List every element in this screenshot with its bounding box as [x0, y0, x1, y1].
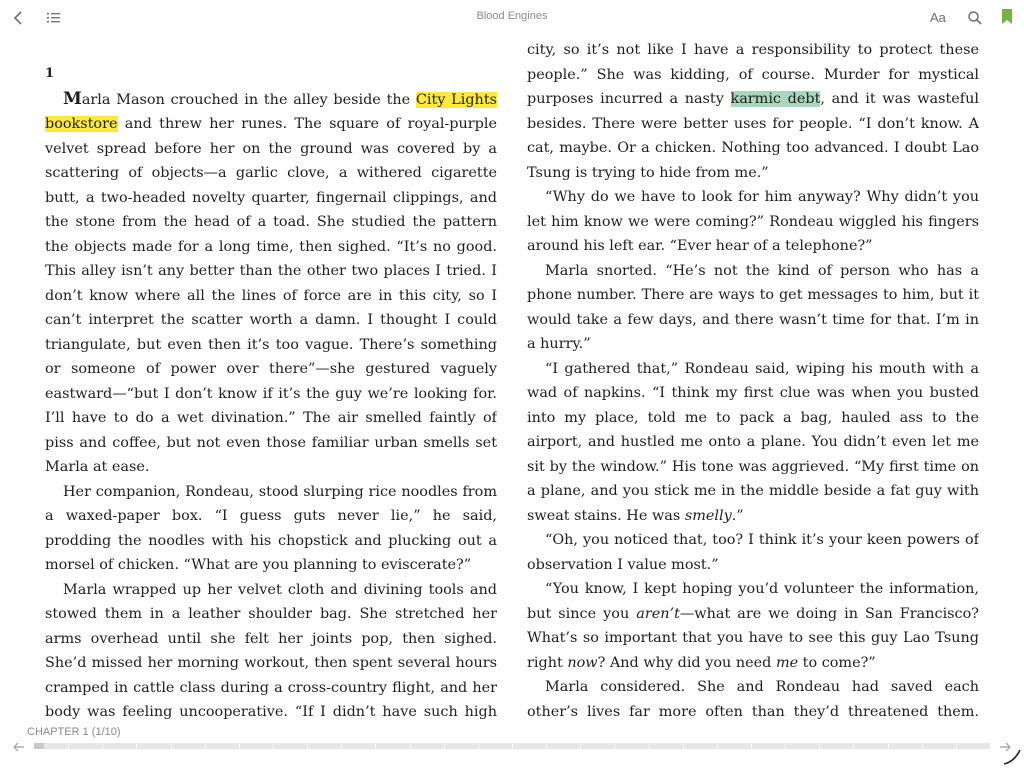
progress-segment-tick: [512, 744, 513, 748]
progress-segment-tick: [307, 744, 308, 748]
paragraph: “Why do we have to look for him anyway? Why didn’t you let him know we were coming?” Rondeau wiggled his fingers around his left ear. “Ever hear of a telephone?”: [527, 189, 979, 254]
bookmark-icon: [1001, 8, 1013, 26]
arrow-left-icon: [12, 740, 26, 754]
progress-segment-tick: [717, 744, 718, 748]
paragraph: [527, 357, 979, 529]
progress-segment-tick: [922, 744, 923, 748]
emphasis-text: me: [775, 654, 799, 671]
paragraph-text: —what are we doing in San Francisco? What’s so important that you have to see this guy Lao Tsung right: [527, 605, 979, 671]
search-button[interactable]: [965, 8, 985, 28]
progress-segment-tick: [410, 744, 411, 748]
paragraph-text: to come?”: [798, 654, 876, 671]
paragraph-text: city, so it’s not like I have a responsibility to protect these people.” She was kidding, of course. Murder for mystical purposes incurred a nasty: [527, 42, 979, 107]
paragraph: Her companion, Rondeau, stood slurping rice noodles from a waxed-paper box. “I guess guts never lie,” he said, prodding the noodles with his chopstick and plucking out a morsel of chicken. “What are you planning to eviscerate?”: [45, 483, 497, 573]
paragraph: [527, 577, 979, 675]
paragraph: “Oh, you noticed that, too? I think it’s your keen powers of observation I value most.”: [527, 532, 979, 573]
paragraph-text: arla Mason crouched in the alley beside the: [81, 91, 416, 108]
progress-segment-tick: [444, 744, 445, 748]
progress-segment-tick: [341, 744, 342, 748]
progress-segment-tick: [171, 744, 172, 748]
chapter-progress-label: CHAPTER 1 (1/10): [27, 726, 121, 738]
emphasis-text: smelly: [684, 507, 732, 524]
highlight-yellow[interactable]: City Lights bookstore: [45, 91, 497, 132]
progress-segment-tick: [614, 744, 615, 748]
progress-segment-tick: [239, 744, 240, 748]
progress-segment-tick: [649, 744, 650, 748]
progress-segment-tick: [102, 744, 103, 748]
emphasis-text: now: [567, 654, 598, 671]
progress-segment-tick: [375, 744, 376, 748]
progress-segment-tick: [205, 744, 206, 748]
right-page-text: [527, 38, 979, 728]
emphasis-text: aren’t: [636, 605, 680, 622]
paragraph-text: “You know, I kept hoping you’d volunteer the information, but since you: [527, 581, 979, 622]
progress-segment-tick: [546, 744, 547, 748]
drop-cap: M: [63, 88, 82, 109]
progress-segment-tick: [273, 744, 274, 748]
progress-segment-tick: [819, 744, 820, 748]
paragraph: [527, 38, 979, 185]
progress-segment-tick: [853, 744, 854, 748]
progress-fill: [34, 743, 44, 749]
paragraph: Marla considered. She and Rondeau had saved each other’s lives far more often than they’d threatened them.: [527, 679, 979, 720]
book-title: Blood Engines: [476, 10, 548, 22]
paragraph: [45, 578, 497, 731]
highlight-green[interactable]: karmic debt: [730, 91, 821, 107]
progress-segment-tick: [580, 744, 581, 748]
progress-segment-tick: [751, 744, 752, 748]
bookmark-button[interactable]: [1001, 8, 1013, 30]
paragraph-text: Marla wrapped up her velvet cloth and divining tools and stowed them in a leather shoulder bag. She stretched her arms overhead until she felt her joints pop, then sighed. She’d missed her morning workout, then spent several hours cramped in cattle class during a cross-country flight, and her body was feeling uncooperative. “If I didn’t have such high: [45, 581, 497, 720]
font-settings-button[interactable]: Aa: [930, 10, 946, 25]
paragraph-text: , and it was wasteful besides. There were better uses for people. “I don’t know. A cat, maybe. Or a chicken. Nothing too advanced. I doubt Lao Tsung is trying to hide from me.”: [527, 91, 979, 181]
paragraph-text: and threw her runes. The square of royal-purple velvet spread before her on the ground was covered by a scattering of objects—a garlic clove, a withered cigarette butt, a two-headed novelty quarter, fingernail clippings, and the stone from the head of a toad. She studied the pattern the objects made for a long time, then sighed. “It’s no good. This alley isn’t any better than the other two places I tried. I don’t know where all the lines of force are in this city, so I can’t interpret the scatter worth a damn. I thought I could triangulate, but even then it’s too vague. There’s something or someone of power over there”—she gestured vaguely eastward—“but I don’t know if it’s the guy we’re looking for. I’ll have to do a wet divination.” The air smelled faintly of piss and coffee, but not even those familiar urban smells set Marla at ease.: [45, 116, 497, 475]
paragraph: [45, 87, 497, 480]
progress-segment-tick: [136, 744, 137, 748]
paragraph: Marla snorted. “He’s not the kind of person who has a phone number. There are ways to get messages to him, but it would take a few days, and there wasn’t time for that. I’m in a hurry.”: [527, 262, 979, 352]
paragraph-text: .”: [731, 507, 744, 524]
progress-segment-tick: [68, 744, 69, 748]
paragraph-text: ? And why did you need: [597, 654, 776, 671]
book-progress-scrubber[interactable]: [34, 743, 990, 749]
paragraph-text: “I gathered that,” Rondeau said, wiping his mouth with a wad of napkins. “I think my first clue was when you busted into my place, told me to pack a bag, hauled ass to the airport, and hustled me onto a plane. You didn’t even let me sit by the window.” His tone was aggrieved. “My first time on a plane, and you stick me in the middle beside a fat guy with sweat stains. He was: [527, 360, 979, 524]
progress-segment-tick: [956, 744, 957, 748]
chapter-number: 1: [45, 66, 55, 81]
page-curl-icon: [1002, 748, 1022, 766]
reader-toolbar: [0, 0, 1024, 36]
progress-segment-tick: [683, 744, 684, 748]
search-icon: [965, 8, 985, 28]
progress-segment-tick: [478, 744, 479, 748]
previous-page-button[interactable]: [12, 739, 26, 758]
page-curl-corner[interactable]: [1002, 748, 1022, 770]
progress-segment-tick: [785, 744, 786, 748]
progress-segment-tick: [888, 744, 889, 748]
left-page-text: [45, 62, 497, 730]
